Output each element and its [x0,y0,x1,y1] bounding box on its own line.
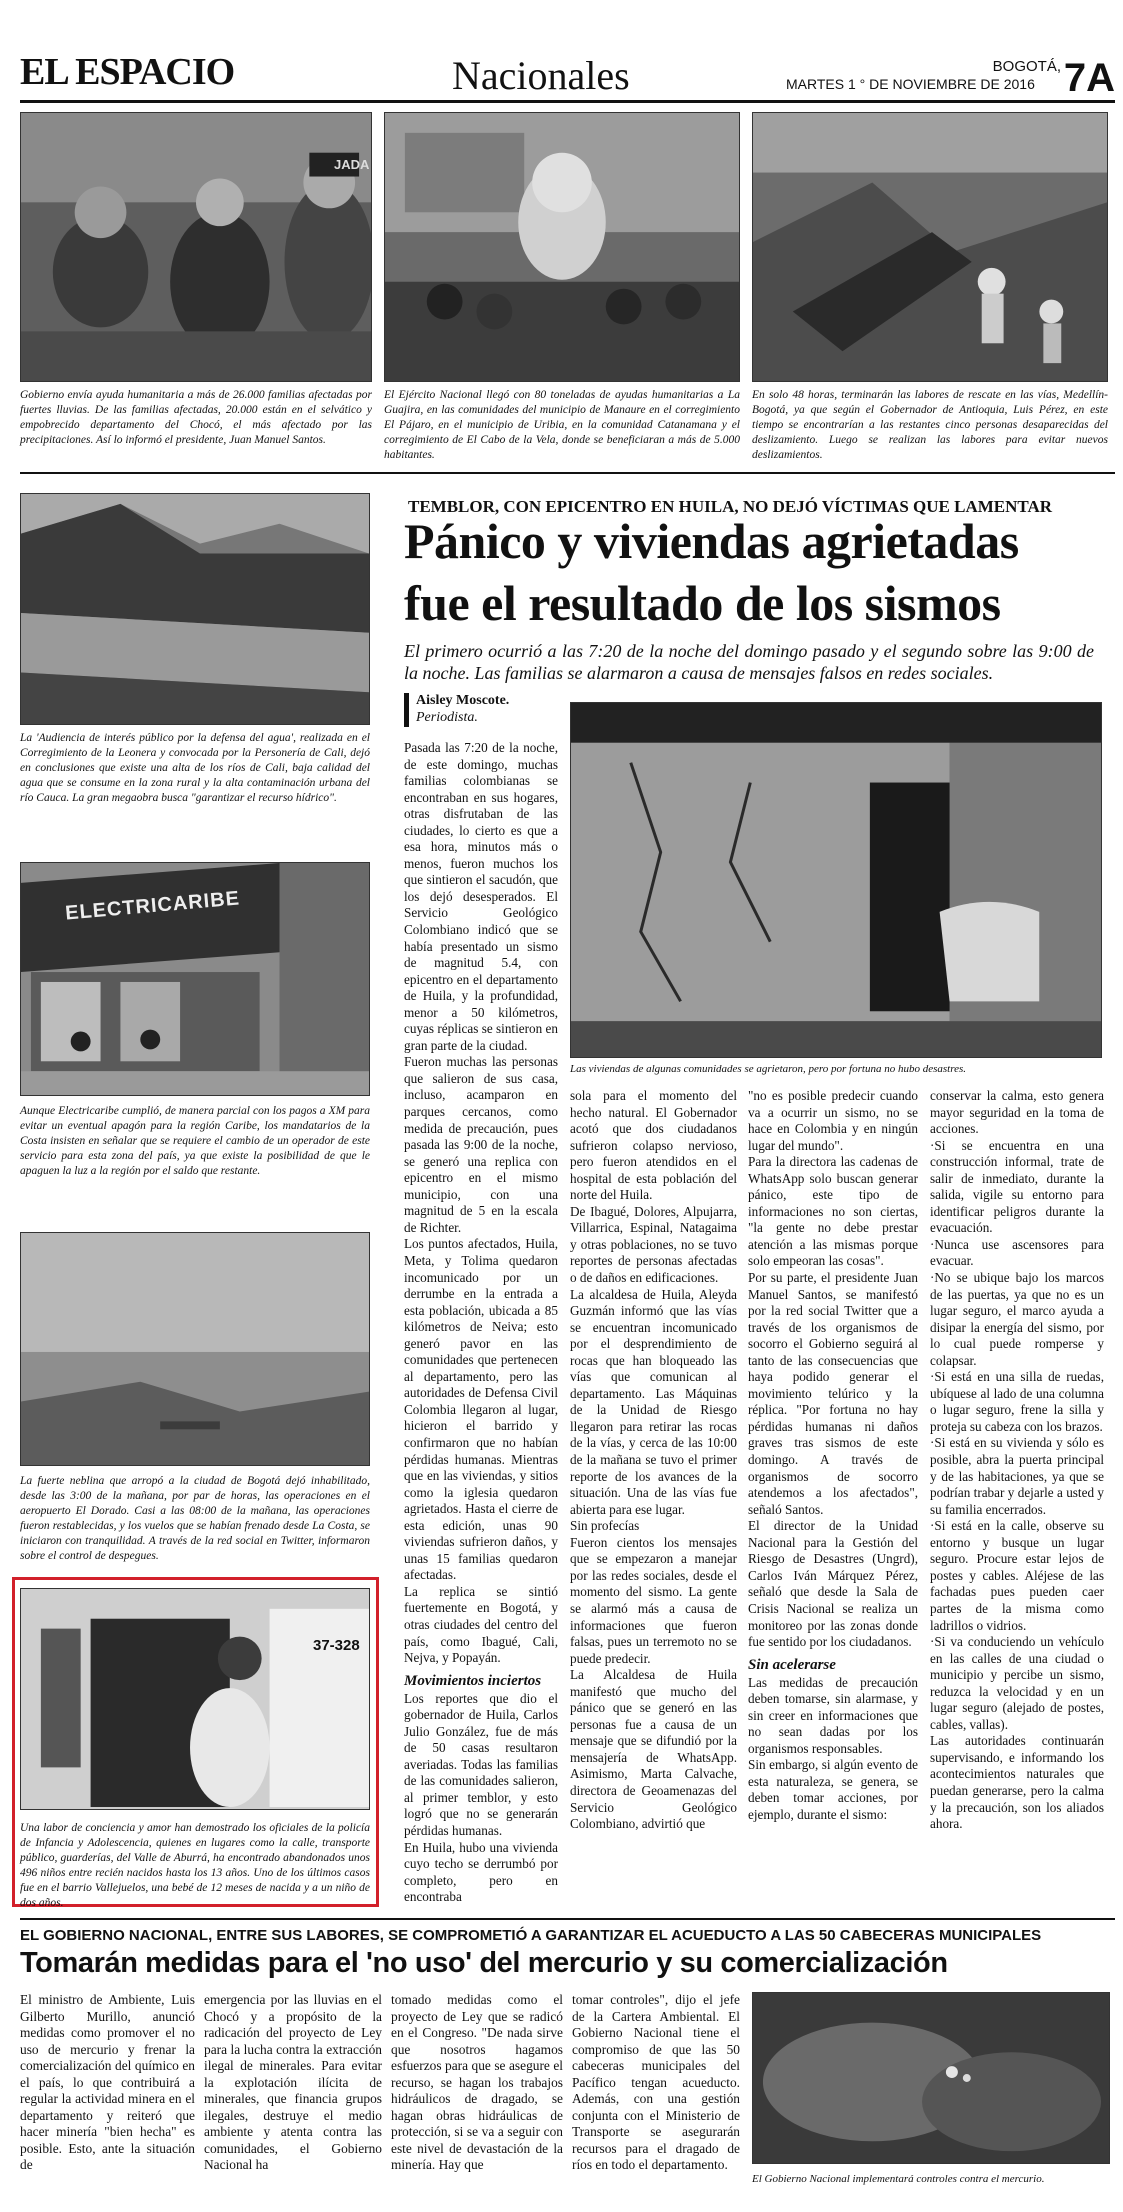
paragraph: ·No se ubique bajo los marcos de las puertas, ya que no es un lugar seguro, el marco ayuda a disipar la energía del sismo, por lo cual puede romperse y colapsar. [930,1270,1104,1368]
photo-fog-bogota [20,1232,370,1466]
byline-name: Aisley Moscote. [416,693,510,708]
paragraph: Por su parte, el presidente Juan Manuel Santos, se manifestó por la red social Twitter que a través de los organismos de socorro el Gobierno seguirá al tanto de las consecuencias que haya podido generar el movimiento telúrico y la réplica. "Por fortuna no hay pérdidas humanas ni daños graves tras sismos de este domingo. A través de organismos de socorro atendemos a los afectados", señaló Santos. [748,1270,918,1517]
bottom-col-2: emergencia por las lluvias en el Chocó y a propósito de la radicación del proyecto de Ley para la lucha contra la extracción ilegal de minerales. Para evitar la explotación ilícita de minerales, que financia grupos ilegales, destruye el medio ambiente y atenta contra las comunidades, el Gobierno Nacional ha [204,1992,382,2172]
paragraph: ·Si va conduciendo un vehículo en las calles de una ciudad o municipio y percibe un sismo, reduzca la velocidad y en un lugar seguro (alejado de postes, cables, vallas). [930,1634,1104,1732]
paragraph: En Huila, hubo una vivienda cuyo techo se derrumbó por completo, pero en encontraba [404,1839,558,1905]
paragraph: El director de la Unidad Nacional para la Gestión del Riesgo de Desastres (Ungrd), Carlos Iván Márquez Pérez, señaló que desde la Sala de Crisis Nacional se realiza un monitoreo por las zonas donde fue sentido por los ciudadanos. [748,1518,918,1650]
paragraph: De Ibagué, Dolores, Alpujarra, Villarrica, Espinal, Natagaima y otras poblaciones, no se tuvo reportes de personas afectadas o de daños en edificaciones. [570,1203,737,1286]
photo-army-guajira [384,112,740,382]
paragraph: La replica se sintió fuertemente en Bogotá, y otras ciudades del centro del país, como Ibagué, Cali, Nejva, y Popayán. [404,1583,558,1666]
paragraph: Para la directora las cadenas de WhatsApp solo buscan generar pánico, este tipo de informaciones no son ciertas, "la gente no debe prestar atención a las mismas porque solo empeoran las cosas". [748,1154,918,1269]
caption-electricaribe: Aunque Electricaribe cumplió, de manera parcial con los pagos a XM para evitar un eventual apagón para la región Caribe, los mandatarios de la Costa insisten en señalar que se requiere el cambio de un operador de este servicio para esta zona del país, ya que existe la posibilidad de que le apaguen la luz a la región por el saldo que restante. [20,1105,370,1177]
paragraph: ·Si está en una silla de ruedas, ubíquese al lado de una columna o lugar seguro, frene la silla y proteja su cabeza con los brazos. [930,1369,1104,1434]
page-number: 7A [1063,56,1115,100]
caption-flood-aid: Gobierno envía ayuda humanitaria a más de 26.000 familias afectadas por fuertes lluvias. De las familias afectadas, 20.000 están en el selvático y empobrecido departamento del Chocó, el más afectado por las precipitaciones. Así lo informó el presidente, Juan Manuel Santos. [20,389,372,446]
paragraph: Fueron muchas las personas que salieron de sus casa, incluso, acamparon en parques cercanos, como medida de precaución, pues pasada las 9:00 de la noche, se generó una replica con epicentro en el mismo municipio, con una magnitud de 5 en la escala de Richter. [404,1054,558,1235]
headline-line-1: Pánico y viviendas agrietadas [404,513,1019,569]
newspaper-logo: EL ESPACIO [20,51,235,93]
paragraph: Las autoridades continuarán supervisando, e informando los acontecimientos naturales que puedan generarse, pero la calma y la precaución, son los aliados ahora. [930,1733,1104,1832]
paragraph: Fueron cientos los mensajes que se empezaron a manejar por las redes sociales, desde el momento del sismo. La gente se alarmó más a causa de informaciones que fueron falsas, pues un terremoto no se puede predecir. [570,1534,737,1666]
paragraph: ·Si está en su vivienda y sólo es posible, abra la puerta principal y de las habitaciones, ya que se podrían trabar y dejarle a usted y su familia encerrados. [930,1435,1104,1517]
dateline-city: BOGOTÁ, [992,58,1061,75]
paragraph: La Alcaldesa de Huila manifestó que mucho del pánico que se generó en las personas fue a causa de un mensaje que se difundió por la mensajería de WhatsApp. Asimismo, Marta Calvache, directora de Geoamenazas del Servicio Geológico Colombiano, advirtió que [570,1667,737,1832]
main-story-kicker: TEMBLOR, CON EPICENTRO EN HUILA, NO DEJÓ VÍCTIMAS QUE LAMENTAR [408,497,1053,516]
bottom-col-1: El ministro de Ambiente, Luis Gilberto Murillo, anunció medidas como promover el no uso de mercurio y frenar la comercialización del químico en el país, lo que contribuirá a regular la actividad minera en el departamento y reiteró que hacer minería "bien hecha" es posible. Esto, ante la situación de [20,1992,195,2172]
main-story-headline [404,510,1104,634]
caption-army-guajira: El Ejército Nacional llegó con 80 toneladas de ayudas humanitarias a La Guajira, en las comunidades del municipio de Manaure en el corregimiento El Pájaro, en el municipio de Uribia, en la comunidad Catanamana y el corregimiento de El Cabo de la Vela, donde se beneficiaran a más de 5.000 habitantes. [384,389,740,461]
caption-cracked-house: Las viviendas de algunas comunidades se agrietaron, pero por fortuna no hubo desastres. [570,1063,966,1075]
byline-bar [404,693,409,727]
dateline-date: MARTES 1 ° DE NOVIEMBRE DE 2016 [786,76,1035,92]
paragraph: sola para el momento del hecho natural. El Gobernador acotó que dos ciudadanos sufrieron colapso nervioso, pero fueron atendidos en el hospital de esta población del norte del Huila. [570,1088,737,1203]
paragraph: Sin profecías [570,1518,640,1534]
sign-electricaribe: ELECTRICARIBE [64,887,241,925]
photo-cracked-house [570,702,1102,1058]
paragraph: conservar la calma, esto genera mayor seguridad en la toma de acciones. [930,1088,1104,1137]
subhead-sin-acelerarse: Sin acelerarse [748,1656,836,1673]
photo-electricaribe [20,862,370,1096]
caption-fog-bogota: La fuerte neblina que arropó a la ciudad de Bogotá dejó inhabilitado, desde las 3:00 de la mañana, por par de horas, las operaciones en el aeropuerto El Dorado. Casi a las 08:00 de la mañana, las operaciones fueron restablecidas, y los vuelos que se habían frenado desde La Costa, se iniciaron con tranquilidad. A través de la red social en Twitter, informaron sobre el control de despegues. [20,1475,370,1562]
paragraph: Los reportes que dio el gobernador de Huila, Carlos Julio González, fue de más de 50 casas resultaron averiadas. Todas las familias de las comunidades salieron, al primer temblor, y esto logró que no se generarán pérdidas humanas. [404,1690,558,1838]
headline-line-2: fue el resultado de los sismos [404,575,1001,631]
paragraph: Pasada las 7:20 de la noche, de este domingo, muchas familias colombianas se encontraban en sus hogares, otras disfrutaban de las ciudades, lo cierto es que a esa hora, minutos más o menos, fueron muchos los que sintieron el sacudón, que los dejó desesperados. El Servicio Geológico Colombiano indicó que se había presentado un sismo de magnitud 5.4, con epicentro en el departamento de Huila, y la profundidad, menor a 50 kilómetros, cuyas réplicas se sintieron en gran parte de la ciudad. [404,740,558,1053]
masthead-rule [20,100,1115,103]
main-story-deck: El primero ocurrió a las 7:20 de la noche del domingo pasado y el segundo sobre las 9:00 de la noche. Las familias se alarmaron a causa de mensajes falsos en redes sociales. [404,641,1094,683]
photo-mercury [752,1992,1110,2164]
bottom-story-kicker: EL GOBIERNO NACIONAL, ENTRE SUS LABORES, SE COMPROMETIÓ A GARANTIZAR EL ACUEDUCTO A LAS 50 CABECERAS MUNICIPALES [20,1927,1042,1944]
paragraph: "no es posible predecir cuando va a ocurrir un sismo, no se hace en Colombia y en ningún lugar del mundo". [748,1088,918,1153]
section-title: Nacionales [452,53,630,98]
paragraph: Los puntos afectados, Huila, Meta, y Tolima quedaron incomunicado por un derrumbe en la entrada a esta población, ubicada a 85 kilómetros de Neiva; esto generó pavor en las comunidades que pertenecen al departamento, pero las autoridades de Defensa Civil Colombia llegaron al lugar, hicieron el barrido y confirmaron que no habían pérdidas humanas. Mientras que en las viviendas, y sitios como la iglesia quedaron agrietados. Hasta el cierre de esta edición, unas 90 viviendas sufrieron daños, y unas 15 familias quedaron afectadas. [404,1236,558,1583]
subhead-movimientos: Movimientos inciertos [404,1672,542,1689]
photo-police-van [20,1588,370,1810]
caption-mercury: El Gobierno Nacional implementará controles contra el mercurio. [752,2173,1045,2185]
bottom-divider [20,1918,1115,1920]
caption-river-cali: La 'Audiencia de interés público por la defensa del agua', realizada en el Corregimiento de la Leonera y convocada por la Personería de Cali, dejó en conclusiones que existe una alta de los ríos de Cali, baja calidad del agua que se consume en la zona rural y la alta contaminación urbana del río Cauca. La gran megaobra busca "garantizar el recurso hídrico". [20,732,370,804]
van-number: 37-328 [313,1637,360,1654]
vest-badge-text: JADA [334,157,370,172]
paragraph: ·Si está en la calle, observe su entorno y busque un lugar seguro. Procure estar lejos de postes y cables. Aléjese de las fachadas pues pueden caer partes de la misma como ladrillos o vidrios. [930,1518,1104,1633]
main-col-2 [570,1088,737,1833]
main-col-1 [404,740,558,1906]
bottom-col-3: tomado medidas como el proyecto de Ley que se radicó en el Congreso. "De nada sirve que nosotros hagamos esfuerzos para que se asegure el recurso, se hagan los trabajos hidráulicos de dragado, se hagan obras hidráulicas de protección, si se va a seguir con este nivel de devastación de la minería. Hay que [391,1992,563,2172]
bottom-story-headline: Tomarán medidas para el 'no uso' del mercurio y su comercialización [20,1947,948,1979]
photo-flood-aid [20,112,372,382]
byline-role: Periodista. [416,710,478,725]
bottom-col-4: tomar controles", dijo el jefe de la Cartera Ambiental. El Gobierno Nacional tiene el compromiso de que las 50 cabeceras municipales del Pacífico tengan acueducto. Además, con una gestión conjunta con el Ministerio de Transporte se asegurarán recursos para el dragado de ríos en todo el departamento. [572,1992,740,2172]
main-col-3 [748,1088,918,1824]
paragraph: ·Si se encuentra en una construcción informal, trate de salir de inmediato, durante la salida, vigile su entorno para identificar peligros durante la evacuación. [930,1137,1104,1236]
photo-landslide-rescue [752,112,1108,382]
caption-landslide-rescue: En solo 48 horas, terminarán las labores de rescate en las vías, Medellín-Bogotá, ya que según el Gobernador de Antioquia, Luis Pérez, en este tiempo se encontrarían a las restantes cinco personas desaparecidas del deslizamiento. Luego se realizan las labores para evitar nuevos deslizamientos. [752,389,1108,461]
paragraph: ·Nunca use ascensores para evacuar. [930,1236,1104,1269]
paragraph: Sin embargo, si algún evento de esta naturaleza, se genera, se deben tomar acciones, por ejemplo, durante el sismo: [748,1757,918,1822]
byline [416,692,509,726]
caption-police-children: Una labor de conciencia y amor han demostrado los oficiales de la policía de Infancia y Adolescencia, quienes en lugares como la calle, transporte público, guarderías, del Valle de Aburrá, ha encontrado abandonados unos 496 niños entre recién nacidos hasta los 13 años. Uno de los últimos casos fue en el barrio Vallejuelos, una bebé de 12 meses de nacida y a un niño de dos años. [20,1822,370,1909]
top-row-divider [20,472,1115,474]
photo-river-cali [20,493,370,725]
main-col-4 [930,1088,1104,1833]
paragraph: Las medidas de precaución deben tomarse, sin alarmase, y sin creer en informaciones que no sean dadas por los organismos responsables. [748,1674,918,1756]
paragraph: La alcaldesa de Huila, Aleyda Guzmán informó que las vías se encuentran incomunicado por el desprendimiento de rocas que han bloqueado las vías que comunican al departamento. Las Máquinas de la Unidad de Riesgo llegaron para retirar las rocas de la vías, y cerca de las 10:00 de la mañana se tuvo el primer reporte de los avances de la situación. Una de las vías fue abierta para ese lugar. [570,1286,737,1517]
